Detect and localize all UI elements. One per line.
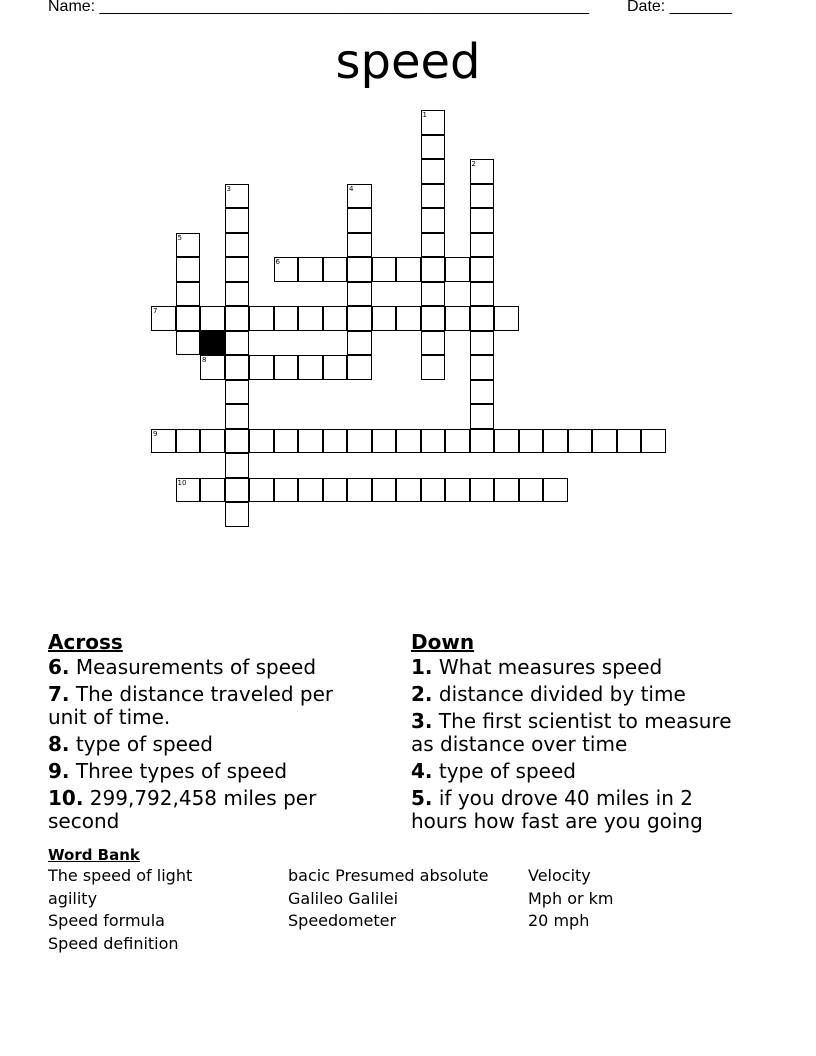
crossword-cell[interactable] (470, 184, 495, 209)
cell-number: 5 (177, 233, 182, 242)
crossword-cell[interactable] (617, 429, 642, 454)
crossword-cell[interactable] (470, 306, 495, 331)
crossword-cell[interactable] (347, 306, 372, 331)
name-field-label: Name: _______________________________________________________ (48, 0, 589, 15)
cell-number: 10 (177, 478, 187, 487)
word-bank-item: Speed definition (48, 934, 179, 954)
crossword-cell[interactable] (225, 257, 250, 282)
crossword-cell[interactable] (323, 429, 348, 454)
word-bank-item: agility (48, 888, 98, 908)
crossword-cell[interactable] (396, 257, 421, 282)
clue-text: Three types of speed (75, 759, 288, 783)
crossword-cell[interactable] (151, 306, 176, 331)
crossword-cell[interactable] (494, 429, 519, 454)
cell-number: 6 (275, 258, 280, 266)
crossword-cell[interactable] (494, 478, 519, 503)
clue-number: 5. (411, 786, 433, 810)
crossword-cell[interactable] (274, 257, 299, 282)
across-clue-6 (48, 656, 378, 679)
word-bank-item: 20 mph (528, 911, 590, 931)
down-heading: Down (411, 630, 475, 654)
crossword-cell[interactable] (347, 208, 372, 233)
crossword-cell[interactable] (421, 257, 446, 282)
clue-number: 1. (411, 655, 433, 679)
crossword-cell[interactable] (470, 233, 495, 258)
clue-text: distance divided by time (438, 682, 686, 706)
crossword-cell[interactable] (396, 478, 421, 503)
crossword-cell[interactable] (274, 429, 299, 454)
crossword-cell[interactable] (543, 429, 568, 454)
crossword-cell[interactable] (249, 478, 274, 503)
crossword-cell[interactable] (470, 331, 495, 356)
crossword-cell[interactable] (519, 478, 544, 503)
cell-number: 4 (349, 184, 354, 193)
crossword-cell[interactable] (176, 282, 201, 307)
word-bank (48, 845, 768, 956)
crossword-cell[interactable] (372, 306, 397, 331)
clue-text: type of speed (75, 732, 213, 756)
clue-text: type of speed (438, 759, 576, 783)
crossword-cell[interactable] (347, 257, 372, 282)
crossword-cell[interactable] (347, 478, 372, 503)
crossword-cell[interactable] (445, 478, 470, 503)
clue-number: 10. (48, 786, 84, 810)
across-clues (48, 628, 378, 837)
crossword-cell[interactable] (421, 478, 446, 503)
down-clue-2 (411, 683, 741, 706)
date-field-label: Date: _______ (627, 0, 732, 15)
cell-number: 1 (422, 111, 427, 119)
crossword-cell[interactable] (421, 355, 446, 380)
across-heading: Across (48, 630, 123, 654)
crossword-cell[interactable] (347, 355, 372, 380)
crossword-cell[interactable] (347, 331, 372, 356)
crossword-cell[interactable] (200, 306, 225, 331)
word-bank-item: Speed formula (48, 911, 165, 931)
crossword-cell[interactable] (176, 306, 201, 331)
clue-text: The distance traveled per unit of time. (48, 682, 334, 729)
crossword-cell[interactable] (641, 429, 666, 454)
down-clue-1 (411, 656, 741, 679)
crossword-cell[interactable] (298, 257, 323, 282)
crossword-cell[interactable] (225, 306, 250, 331)
crossword-cell[interactable] (421, 331, 446, 356)
cell-number: 9 (153, 429, 158, 438)
clue-text: 299,792,458 miles per second (48, 786, 317, 833)
crossword-cell[interactable] (445, 429, 470, 454)
crossword-cell[interactable] (176, 233, 201, 258)
crossword-cell[interactable] (323, 355, 348, 380)
crossword-cell[interactable] (347, 282, 372, 307)
crossword-cell[interactable] (298, 355, 323, 380)
word-bank-heading: Word Bank (48, 846, 140, 864)
crossword-cell[interactable] (421, 110, 446, 135)
crossword-cell[interactable] (225, 380, 250, 405)
crossword-cell[interactable] (274, 478, 299, 503)
crossword-cell[interactable] (470, 282, 495, 307)
crossword-cell[interactable] (200, 478, 225, 503)
down-clue-3 (411, 710, 741, 756)
crossword-cell[interactable] (298, 306, 323, 331)
clue-number: 6. (48, 655, 70, 679)
crossword-cell[interactable] (470, 159, 495, 184)
crossword-cell[interactable] (176, 257, 201, 282)
cell-number: 7 (153, 307, 158, 315)
crossword-cell[interactable] (274, 355, 299, 380)
crossword-cell[interactable] (421, 159, 446, 184)
crossword-cell[interactable] (445, 306, 470, 331)
crossword-cell[interactable] (323, 257, 348, 282)
clue-text: Measurements of speed (75, 655, 317, 679)
clue-text: The first scientist to measure as distance over time (411, 709, 732, 756)
crossword-cell[interactable] (249, 429, 274, 454)
clue-text: What measures speed (438, 655, 663, 679)
crossword-cell[interactable] (225, 453, 250, 478)
crossword-cell[interactable] (568, 429, 593, 454)
down-clues (411, 628, 741, 837)
crossword-cell[interactable] (445, 257, 470, 282)
crossword-cell[interactable] (470, 208, 495, 233)
cell-number: 8 (202, 356, 207, 364)
crossword-cell[interactable] (470, 478, 495, 503)
crossword-cell[interactable] (225, 404, 250, 429)
crossword-cell[interactable] (470, 404, 495, 429)
word-bank-item: Speedometer (288, 911, 397, 931)
word-bank-item: Velocity (528, 866, 591, 885)
crossword-cell[interactable] (421, 306, 446, 331)
crossword-cell[interactable] (421, 429, 446, 454)
crossword-cell[interactable] (421, 282, 446, 307)
crossword-cell[interactable] (592, 429, 617, 454)
across-clue-7 (48, 683, 378, 729)
clue-number: 4. (411, 759, 433, 783)
word-bank-item: The speed of light (48, 866, 193, 885)
crossword-cell[interactable] (421, 135, 446, 160)
crossword-cell[interactable] (323, 306, 348, 331)
crossword-block (200, 331, 225, 356)
crossword-cell[interactable] (200, 429, 225, 454)
crossword-cell[interactable] (225, 478, 250, 503)
crossword-cell[interactable] (347, 184, 372, 209)
crossword-cell[interactable] (176, 429, 201, 454)
crossword-cell[interactable] (298, 429, 323, 454)
crossword-cell[interactable] (225, 233, 250, 258)
crossword-cell[interactable] (470, 257, 495, 282)
crossword-cell[interactable] (421, 233, 446, 258)
crossword-cell[interactable] (176, 331, 201, 356)
crossword-cell[interactable] (396, 429, 421, 454)
down-clue-5 (411, 787, 741, 833)
crossword-cell[interactable] (200, 355, 225, 380)
crossword-cell[interactable] (225, 331, 250, 356)
cell-number: 3 (226, 184, 231, 193)
crossword-cell[interactable] (396, 306, 421, 331)
crossword-cell[interactable] (225, 502, 250, 527)
word-bank-item: Mph or km (528, 888, 614, 908)
crossword-cell[interactable] (151, 429, 176, 454)
down-clue-4 (411, 760, 741, 783)
crossword-cell[interactable] (249, 355, 274, 380)
crossword-cell[interactable] (372, 429, 397, 454)
crossword-cell[interactable] (372, 257, 397, 282)
crossword-cell[interactable] (347, 233, 372, 258)
crossword-cell[interactable] (274, 306, 299, 331)
clue-number: 8. (48, 732, 70, 756)
clue-number: 7. (48, 682, 70, 706)
cell-number: 2 (471, 160, 476, 168)
clue-text: if you drove 40 miles in 2 hours how fast are you going (411, 786, 703, 833)
crossword-cell[interactable] (176, 478, 201, 503)
crossword-cell[interactable] (494, 306, 519, 331)
crossword-cell[interactable] (225, 184, 250, 209)
word-bank-item: bacic Presumed absolute (288, 866, 489, 885)
crossword-cell[interactable] (421, 208, 446, 233)
clue-number: 3. (411, 709, 433, 733)
word-bank-item: Galileo Galilei (288, 888, 399, 908)
page-title: speed (335, 34, 481, 90)
crossword-cell[interactable] (347, 429, 372, 454)
crossword-cell[interactable] (372, 478, 397, 503)
crossword-cell[interactable] (470, 380, 495, 405)
across-clue-9 (48, 760, 378, 783)
crossword-cell[interactable] (225, 355, 250, 380)
clue-number: 2. (411, 682, 433, 706)
across-clue-8 (48, 733, 378, 756)
crossword-cell[interactable] (323, 478, 348, 503)
crossword-cell[interactable] (519, 429, 544, 454)
crossword-cell[interactable] (225, 208, 250, 233)
crossword-cell[interactable] (225, 282, 250, 307)
crossword-cell[interactable] (249, 306, 274, 331)
crossword-cell[interactable] (470, 355, 495, 380)
across-clue-10 (48, 787, 378, 833)
crossword-cell[interactable] (298, 478, 323, 503)
crossword-cell[interactable] (543, 478, 568, 503)
crossword-cell[interactable] (470, 429, 495, 454)
crossword-cell[interactable] (225, 429, 250, 454)
clue-number: 9. (48, 759, 70, 783)
crossword-cell[interactable] (421, 184, 446, 209)
